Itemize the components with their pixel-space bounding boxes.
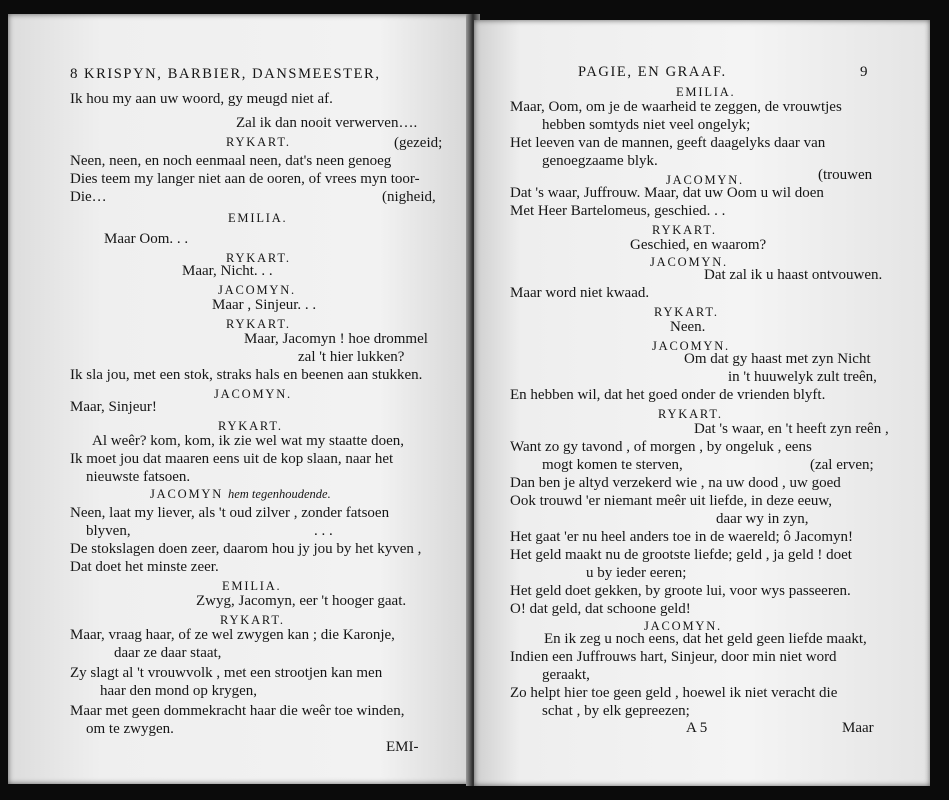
text-line: zal 't hier lukken? bbox=[298, 349, 405, 365]
speaker-name: EMILIA. bbox=[228, 211, 288, 225]
speaker-name: RYKART. bbox=[220, 613, 285, 627]
text-line: O! dat geld, dat schoone geld! bbox=[510, 601, 691, 617]
text-line: schat , by elk gepreezen; bbox=[542, 703, 690, 719]
speaker-name: JACOMYN. bbox=[218, 283, 296, 297]
text-line: Ik hou my aan uw woord, gy meugd niet af. bbox=[70, 91, 333, 107]
text-line: Al weêr? kom, kom, ik zie wel wat my staatte doen, bbox=[92, 433, 404, 449]
text-line: (gezeid; bbox=[394, 135, 443, 151]
speaker-name: RYKART. bbox=[218, 419, 283, 433]
text-line: (zal erven; bbox=[810, 457, 874, 473]
speaker-name: JACOMYN. bbox=[644, 619, 722, 633]
text-line: (trouwen bbox=[818, 167, 873, 183]
speaker-name: JACOMYN. bbox=[650, 255, 728, 269]
text-line: Neen, neen, en noch eenmaal neen, dat's neen genoeg bbox=[70, 153, 392, 169]
text-line: blyven, bbox=[86, 523, 131, 539]
text-line: Zy slagt al 't vrouwvolk , met een strootjen kan men bbox=[70, 665, 383, 681]
text-line: Dat doet het minste zeer. bbox=[70, 559, 219, 575]
text-line: Om dat gy haast met zyn Nicht bbox=[684, 351, 871, 367]
text-line: Dan ben je altyd verzekerd wie , na uw dood , uw goed bbox=[510, 475, 841, 491]
text-line: Maar Oom. . . bbox=[104, 231, 189, 247]
text-line: haar den mond op krygen, bbox=[100, 683, 258, 699]
speaker-label: JACOMYN bbox=[150, 487, 224, 501]
catchword: Maar bbox=[842, 720, 874, 736]
right-page bbox=[474, 20, 930, 786]
speaker-name bbox=[150, 487, 331, 502]
text-line: Maar, Sinjeur! bbox=[70, 399, 157, 415]
speaker-name: RYKART. bbox=[658, 407, 723, 421]
text-line: Dies teem my langer niet aan de ooren, of vrees myn toor- bbox=[70, 171, 420, 187]
speaker-name: EMILIA. bbox=[676, 85, 736, 99]
speaker-name: RYKART. bbox=[654, 305, 719, 319]
text-line: Het leeven van de mannen, geeft daagelyks daar van bbox=[510, 135, 826, 151]
text-line: Dat 's waar, en 't heeft zyn reên , bbox=[694, 421, 889, 437]
text-line: Ik moet jou dat maaren eens uit de kop slaan, naar het bbox=[70, 451, 394, 467]
running-head: PAGIE, EN GRAAF. bbox=[578, 64, 727, 80]
speaker-name: RYKART. bbox=[226, 317, 291, 331]
speaker-name: RYKART. bbox=[226, 135, 291, 149]
running-head: KRISPYN, BARBIER, DANSMEESTER, bbox=[84, 66, 381, 82]
text-line: Dat zal ik u haast ontvouwen. bbox=[704, 267, 883, 283]
text-line: Ook trouwd 'er niemant meêr uit liefde, in deze eeuw, bbox=[510, 493, 833, 509]
text-line: Het geld maakt nu de grootste liefde; geld , ja geld ! doet bbox=[510, 547, 852, 563]
text-line: Maar met geen dommekracht haar die weêr toe winden, bbox=[70, 703, 405, 719]
speaker-name: JACOMYN. bbox=[666, 173, 744, 187]
stage-direction: hem tegenhoudende. bbox=[227, 487, 331, 501]
text-line: mogt komen te sterven, bbox=[542, 457, 683, 473]
text-line: (nigheid, bbox=[382, 189, 436, 205]
text-line: En hebben wil, dat het goed onder de vrienden blyft. bbox=[510, 387, 826, 403]
text-line: Die… bbox=[70, 189, 107, 205]
text-line: Indien een Juffrouws hart, Sinjeur, door min niet word bbox=[510, 649, 837, 665]
text-line: . . . bbox=[314, 523, 333, 539]
text-line: Zo helpt hier toe geen geld , hoewel ik niet veracht die bbox=[510, 685, 838, 701]
text-line: Het gaat 'er nu heel anders toe in de waereld; ô Jacomyn! bbox=[510, 529, 853, 545]
text-line: Maar, Oom, om je de waarheid te zeggen, de vrouwtjes bbox=[510, 99, 842, 115]
page-number: 9 bbox=[860, 64, 868, 80]
signature-mark: A 5 bbox=[686, 720, 708, 736]
text-line: Met Heer Bartelomeus, geschied. . . bbox=[510, 203, 726, 219]
text-line: Neen. bbox=[670, 319, 706, 335]
text-line: geraakt, bbox=[542, 667, 590, 683]
text-line: Maar, vraag haar, of ze wel zwygen kan ; die Karonje, bbox=[70, 627, 395, 643]
speaker-name: JACOMYN. bbox=[214, 387, 292, 401]
text-line: Dat 's waar, Juffrouw. Maar, dat uw Oom u wil doen bbox=[510, 185, 824, 201]
text-line: genoegzaame blyk. bbox=[542, 153, 658, 169]
catchword: EMI- bbox=[386, 739, 419, 755]
text-line: daar wy in zyn, bbox=[716, 511, 809, 527]
text-line: Ik sla jou, met een stok, straks hals en beenen aan stukken. bbox=[70, 367, 423, 383]
speaker-name: EMILIA. bbox=[222, 579, 282, 593]
text-line: hebben somtyds niet veel ongelyk; bbox=[542, 117, 751, 133]
text-line: Het geld doet gekken, by groote lui, voor wys passeeren. bbox=[510, 583, 851, 599]
text-line: Maar, Jacomyn ! hoe drommel bbox=[244, 331, 428, 347]
speaker-name: RYKART. bbox=[226, 251, 291, 265]
page-number: 8 bbox=[70, 66, 78, 82]
text-line: in 't huuwelyk zult treên, bbox=[728, 369, 877, 385]
text-line: En ik zeg u noch eens, dat het geld geen liefde maakt, bbox=[544, 631, 867, 647]
left-page bbox=[8, 14, 472, 784]
speaker-name: RYKART. bbox=[652, 223, 717, 237]
text-line: nieuwste fatsoen. bbox=[86, 469, 191, 485]
text-line: De stokslagen doen zeer, daarom hou jy jou by het kyven , bbox=[70, 541, 422, 557]
text-line: Zwyg, Jacomyn, eer 't hooger gaat. bbox=[196, 593, 407, 609]
text-line: u by ieder eeren; bbox=[586, 565, 687, 581]
text-line: Zal ik dan nooit verwerven…. bbox=[236, 115, 418, 131]
text-line: om te zwygen. bbox=[86, 721, 174, 737]
text-line: Maar word niet kwaad. bbox=[510, 285, 650, 301]
text-line: Neen, laat my liever, als 't oud zilver , zonder fatsoen bbox=[70, 505, 390, 521]
text-line: Geschied, en waarom? bbox=[630, 237, 767, 253]
text-line: Want zo gy tavond , of morgen , by ongeluk , eens bbox=[510, 439, 812, 455]
text-line: daar ze daar staat, bbox=[114, 645, 222, 661]
text-line: Maar , Sinjeur. . . bbox=[212, 297, 317, 313]
speaker-name: JACOMYN. bbox=[652, 339, 730, 353]
text-line: Maar, Nicht. . . bbox=[182, 263, 273, 279]
